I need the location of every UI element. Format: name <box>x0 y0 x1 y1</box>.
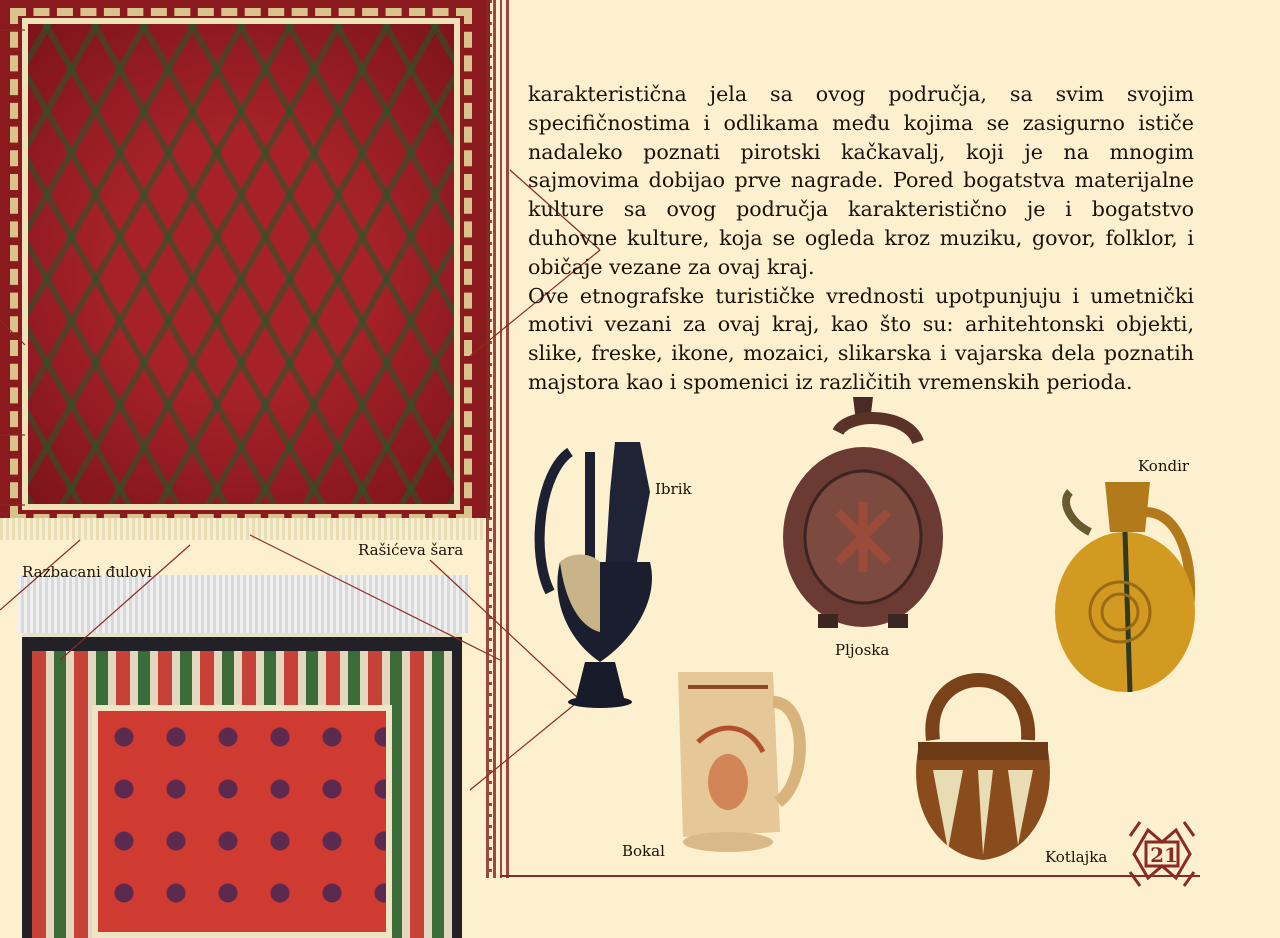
paragraph: karakteristična jela sa ovog područja, sa svim svojim specifičnostima i odlikama među kojima se zasigurno ističe nadaleko poznati pirotski kačkavalj, koji je na mnogim sajmovima dobijao prve nagrade. Pored bogatstva materijalne kulture sa ovog područja karakteristično je i bogatstvo duhovne kulture, koja se ogleda kroz muziku, govor, folklor, i običaje vezane za ovaj kraj. <box>528 82 1194 279</box>
ibrik-image <box>530 432 670 712</box>
rug-field <box>92 705 392 938</box>
paragraph: Ove etnografske turističke vrednosti upotpunjuju i umetnički motivi vezani za ovaj kraj, kao što su: arhitehtonski objekti, slike, freske, ikone, mozaici, slikarska i vajarska dela poznatih majstora kao i spomenici iz različitih vremenskih perioda. <box>528 283 1194 394</box>
caption-rug-top: Rašićeva šara <box>358 541 464 559</box>
body-text <box>528 80 1194 397</box>
kotlajka-image <box>908 650 1058 865</box>
rug-border <box>10 8 472 522</box>
ornament-divider <box>482 0 512 878</box>
caption-kondir: Kondir <box>1138 457 1190 475</box>
caption-ibrik: Ibrik <box>655 480 692 498</box>
rug-rasiceva-sara-image <box>0 0 490 540</box>
rug-fringe <box>0 518 490 540</box>
caption-pljoska: Pljoska <box>835 641 890 659</box>
pljoska-image <box>778 392 948 632</box>
page-number: 21 <box>1150 843 1178 867</box>
caption-rug-bottom: Razbacani đulovi <box>22 563 152 581</box>
bokal-image <box>668 662 808 862</box>
caption-kotlajka: Kotlajka <box>1045 848 1108 866</box>
rug-razbacani-dulovi-image <box>0 575 470 938</box>
kondir-image <box>1050 472 1200 702</box>
rug-body <box>22 633 462 938</box>
caption-bokal: Bokal <box>622 842 665 860</box>
rug-fringe <box>18 575 470 633</box>
bottom-rule <box>500 875 1200 877</box>
